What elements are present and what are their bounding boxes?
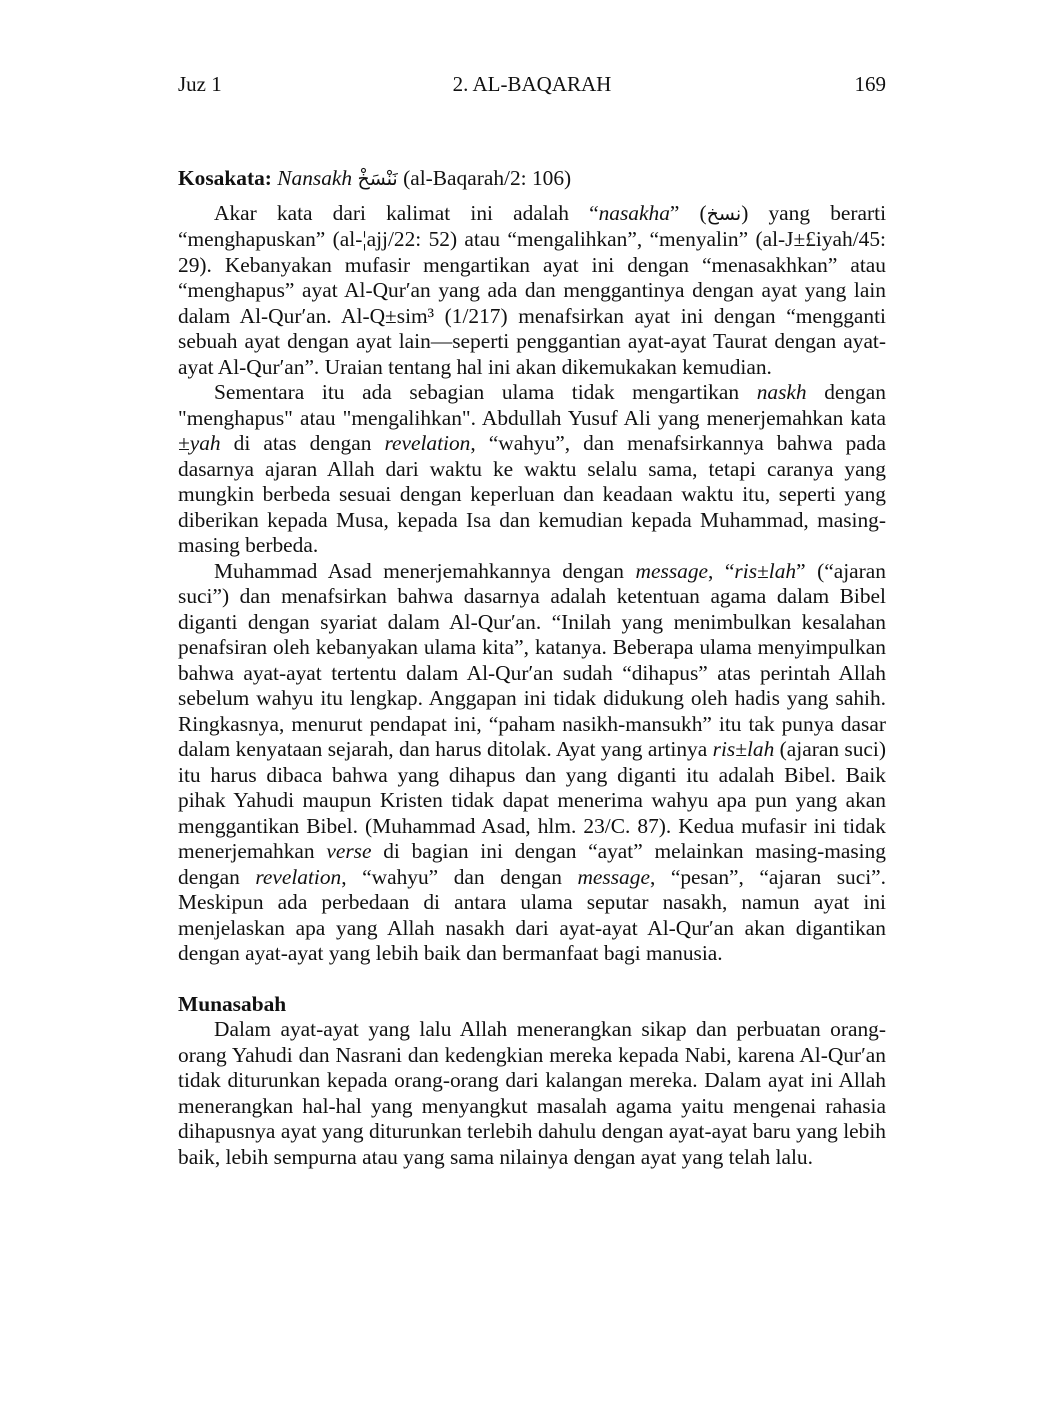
surah-title: 2. AL-BAQARAH [452, 72, 612, 96]
p3-text-2: , “ [708, 558, 735, 583]
p1-arabic: نسخ [706, 202, 742, 225]
kosakata-term: Nansakh [277, 166, 353, 190]
p3-text-1: Muhammad Asad menerjemahkannya dengan [214, 558, 636, 583]
p3-italic-1: message [635, 558, 709, 583]
p1-italic-1: nasakha [598, 200, 670, 225]
munasabah-heading: Munasabah [178, 991, 287, 1016]
p3-text-4: (ajaran suci) itu harus dibaca bahwa yang dihapus dan yang diganti itu adalah Bibel. Baik pihak Yahudi maupun Kristen tidak dapat menerima wahyu apa pun yang akan menggantikan Bibel. (Muhammad Asad, hlm. 23/C. 87). Kedua mufasir ini tidak menerjemahkan [178, 737, 886, 863]
kosakata-reference: (al-Baqarah/2: 106) [403, 166, 572, 190]
kosakata-arabic: نَنْسَخْ [357, 168, 398, 190]
p1-text-2: ” ( [669, 200, 707, 225]
p2-italic-3: revelation [384, 431, 471, 455]
p3-italic-6: message [577, 864, 650, 889]
p3-italic-5: revelation [255, 864, 342, 889]
p2-italic-2: ±yah [178, 431, 221, 455]
p3-text-6: , “wahyu” dan dengan [341, 864, 578, 889]
kosakata-label: Kosakata: [178, 166, 272, 190]
p3-italic-3: ris±lah [712, 737, 775, 761]
paragraph-3 [178, 559, 886, 967]
p2-italic-1: naskh [756, 380, 807, 404]
p3-text-5: di bagian ini dengan “ayat” melainkan masing-masing dengan [178, 839, 886, 889]
kosakata-heading [178, 166, 886, 193]
p2-text-4: , “wahyu”, dan menafsirkannya bahwa pada dasarnya ajaran Allah dari waktu ke waktu selalu sama, tetapi caranya yang mungkin berbeda sesuai dengan keperluan dan keadaan waktu itu, seperti yang diberikan kepada Musa, kepada Isa dan kemudian kepada Muhammad, masing-masing berbeda. [178, 431, 886, 557]
p3-italic-2: ris±lah [734, 558, 797, 583]
p3-text-7: , “pesan”, “ajaran suci”. Meskipun ada perbedaan di antara ulama seputar nasakh, namun ayat ini menjelaskan apa yang Allah nasakh dari ayat-ayat Al-Qur′an akan digantikan dengan ayat-ayat yang lebih baik dan bermanfaat bagi manusia. [178, 864, 887, 965]
p2-text-1: Sementara itu ada sebagian ulama tidak mengartikan [214, 380, 757, 404]
p1-text-1: Akar kata dari kalimat ini adalah “ [214, 200, 599, 225]
p2-text-2: dengan "menghapus" atau "mengalihkan". Abdullah Yusuf Ali yang menerjemahkan kata [178, 380, 886, 430]
p3-text-3: ” (“ajaran suci”) dan menafsirkan bahwa dasarnya adalah ketentuan agama dalam Bibel diganti dengan syariat dalam Al-Qur′an. “Inilah yang menimbulkan kesalahan penafsiran oleh kebanyakan ulama kita”, katanya. Beberapa ulama menyimpulkan bahwa ayat-ayat tertentu dalam Al-Qur′an sudah “dihapus” atas perintah Allah sebelum wahyu itu lengkap. Anggapan ini tidak didukung oleh hadis yang sahih. Ringkasnya, menurut pendapat ini, “paham nasikh-mansukh” itu tak punya dasar dalam kenyataan sejarah, dan harus ditolak. Ayat yang artinya [178, 558, 886, 761]
page-header [178, 72, 886, 98]
paragraph-1 [178, 201, 886, 381]
paragraph-2 [178, 380, 886, 559]
munasabah-paragraph: Dalam ayat-ayat yang lalu Allah menerangkan sikap dan perbuatan orang-orang Yahudi dan Nasrani dan kedengkian mereka kepada Nabi, karena Al-Qur′an tidak diturunkan kepada orang-orang dari kalangan mereka. Dalam ayat ini Allah menerangkan hal-hal yang menyangkut masalah agama yaitu mengenai rahasia dihapusnya ayat yang diturunkan terlebih dahulu dengan ayat-ayat baru yang lebih baik, lebih sempurna atau yang sama nilainya dengan ayat yang telah lalu. [178, 1017, 886, 1169]
page-number: 169 [854, 72, 886, 96]
p2-text-3: di atas dengan [220, 431, 385, 455]
page-body [178, 166, 886, 1170]
p3-italic-4: verse [326, 839, 372, 863]
p1-text-3: ) yang berarti “menghapuskan” (al-¦ajj/22: 52) atau “mengalihkan”, “menyalin” (al-J±£iyah/45: 29). Kebanyakan mufasir mengartikan ayat ini dengan “menasakhkan” atau “menghapus” ayat Al-Qur′an yang ada dan menggantinya dengan ayat yang lain dalam Al-Qur′an. Al-Q±sim³ (1/217) menafsirkan ayat ini dengan “mengganti sebuah ayat dengan ayat lain—seperti penggantian ayat-ayat Taurat dengan ayat-ayat Al-Qur′an”. Uraian tentang hal ini akan dikemukakan kemudian. [178, 200, 887, 379]
juz-label: Juz 1 [178, 72, 222, 96]
